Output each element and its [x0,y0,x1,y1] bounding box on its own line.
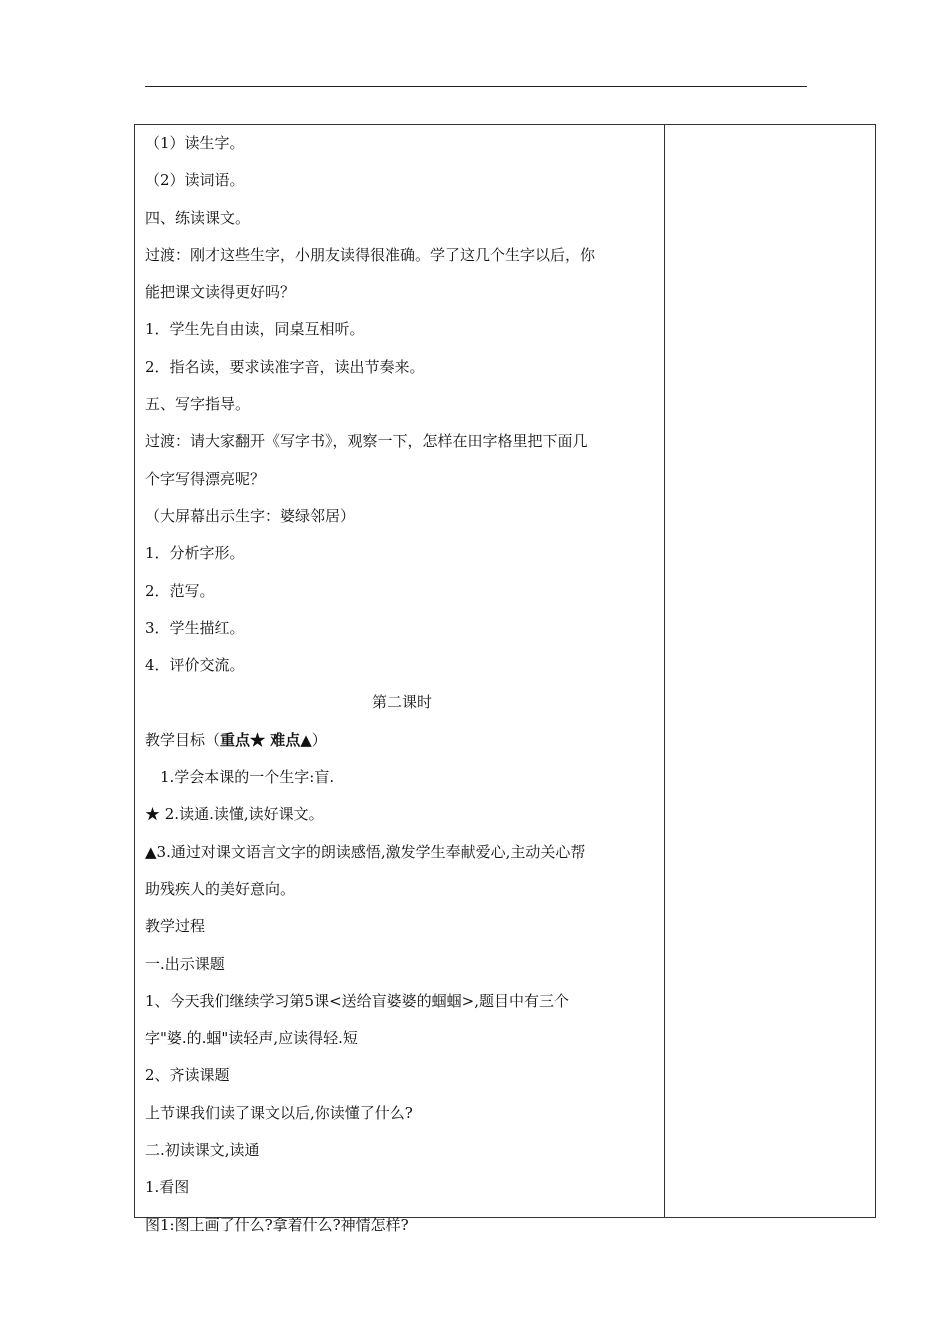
text-line: （1）读生字。 [145,134,245,152]
text-line: 2．指名读，要求读准字音，读出节奏来。 [145,357,425,376]
text-line: 图1:图上画了什么?拿着什么?神情怎样? [145,1215,409,1234]
text-line: 过渡：刚才这些生字，小朋友读得很准确。学了这几个生字以后，你 [145,245,596,264]
text-line: 1、今天我们继续学习第5课<送给盲婆婆的蝈蝈>,题目中有三个 [145,991,569,1010]
section-heading: 一.出示课题 [145,954,225,973]
text-line: 3．学生描红。 [145,618,245,637]
section-heading: 四、练读课文。 [145,208,251,227]
text-line: 字"婆.的.蝈"读轻声,应读得轻.短 [145,1029,358,1048]
text-line: 1．学生先自由读，同桌互相听。 [145,320,365,339]
text-line: 个字写得漂亮呢？ [145,469,266,488]
text-line: 1．分析字形。 [145,544,245,563]
text-line: （大屏幕出示生字：婆绿邻居） [145,506,356,525]
text-line: 助残疾人的美好意向。 [145,879,296,898]
text-line: 过渡：请大家翻开《写字书》，观察一下，怎样在田字格里把下面几 [145,432,588,451]
lesson-period-title: 第二课时 [371,693,432,712]
section-heading: 五、写字指导。 [145,395,251,414]
section-heading: 二.初读课文,读通 [145,1141,260,1160]
goal-item: 1.学会本课的一个生字:盲. [160,768,335,787]
text-line: 2、齐读课题 [145,1066,230,1085]
goals-label: 教学目标（ [145,730,221,749]
notes-cell [665,125,875,1217]
goal-item: ★ 2.读通.读懂,读好课文。 [145,805,324,824]
text-line: 1.看图 [145,1178,190,1197]
goals-label-end: ） [311,730,327,749]
header-rule [145,86,807,87]
goals-legend: 重点★ 难点▲ [220,730,312,749]
text-line: 上节课我们读了课文以后,你读懂了什么? [145,1103,413,1122]
text-line: 4．评价交流。 [145,656,245,675]
text-line: 2．范写。 [145,581,215,600]
teaching-goals-heading [145,722,659,759]
section-heading: 教学过程 [145,917,206,936]
text-line: （2）读词语。 [145,171,245,190]
text-line: 能把课文读得更好吗？ [145,283,296,302]
lesson-content-cell [145,125,659,1244]
goal-item: ▲3.通过对课文语言文字的朗读感悟,激发学生奉献爱心,主动关心帮 [145,842,586,861]
lesson-table [134,124,876,1234]
